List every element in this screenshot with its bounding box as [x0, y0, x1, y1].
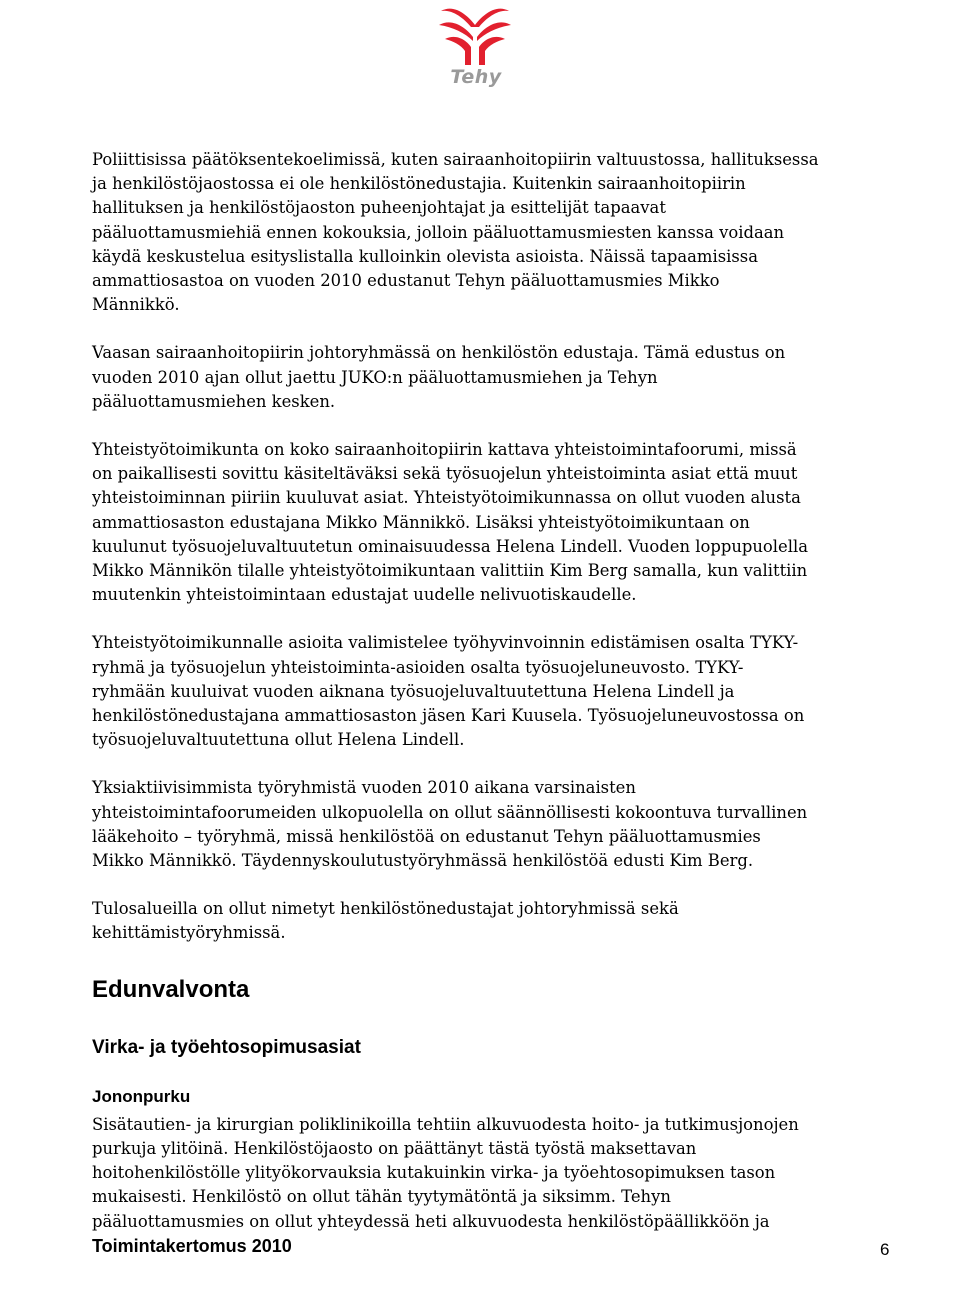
document-body [92, 148, 892, 1258]
subsection-heading: Virka- ja työehtosopimusasiat [92, 1036, 361, 1058]
tehy-logo-wordmark: Tehy [450, 66, 502, 88]
paragraph-5: Yksiaktiivisimmista työryhmistä vuoden 2010 aikana varsinaisten yhteistoimintafoorumeiden ulkopuolella on ollut säännöllisesti kokoontuva turvallinen lääkehoito – työryhmä, missä henkilöstöä on edustanut Tehyn pääluottamusmies Mikko Männikkö. Täydennyskoulutustyöryhmässä henkilöstöä edusti Kim Berg. [92, 778, 808, 871]
section-heading: Edunvalvonta [92, 975, 250, 1003]
paragraph-7: Sisätautien- ja kirurgian poliklinikoilla tehtiin alkuvuodesta hoito- ja tutkimusjonojen purkuja ylitöinä. Henkilöstöjaosto on päättänyt tästä työstä maksettavan hoitohenkilöstölle ylityökorvauksia kutakuinkin virka- ja työehtosopimuksen tason mukaisesti. Henkilöstö on ollut tähän tyytymätöntä ja siksimm. Tehyn pääluottamusmies on ollut yhteydessä heti alkuvuodesta henkilöstöpäällikköön ja [92, 1114, 799, 1231]
paragraph-4: Yhteistyötoimikunnalle asioita valimistelee työhyvinvoinnin edistämisen osalta TYKY- ryhmä ja työsuojelun yhteistoiminta-asioiden osalta työsuojeluneuvosto. TYKY- ryhmään kuuluivat vuoden aiknana työsuojeluvaltuutettuna Helena Lindell ja henkilöstönedustajana ammattiosaston jäsen Kari Kuusela. Työsuojeluneuvostossa on työsuojeluvaltuutettuna ollut Helena Lindell. [92, 633, 805, 750]
paragraph-3: Yhteistyötoimikunta on koko sairaanhoitopiirin kattava yhteistoimintafoorumi, missä on paikallisesti sovittu käsiteltäväksi sekä työsuojelun yhteistoiminta asiat että muut yhteistoiminnan piiriin kuuluvat asiat. Yhteistyötoimikunnassa on ollut vuoden alusta ammattiosaston edustajana Mikko Männikkö. Lisäksi yhteistyötoimikuntaan on kuulunut työsuojeluvaltuutetun ominaisuudessa Helena Lindell. Vuoden loppupuolella Mikko Männikön tilalle yhteistyötoimikuntaan valittiin Kim Berg samalla, kun valittiin muutenkin yhteistoimintaan edustajat uudelle nelivuotiskaudelle. [92, 440, 808, 605]
subsubsection-heading: Jononpurku [92, 1086, 191, 1106]
page-number: 6 [880, 1240, 890, 1259]
paragraph-2: Vaasan sairaanhoitopiirin johtoryhmässä on henkilöstön edustaja. Tämä edustus on vuoden 2010 ajan ollut jaettu JUKO:n pääluottamusmiehen ja Tehyn pääluottamusmiehen kesken. [92, 343, 786, 411]
paragraph-1: Poliittisissa päätöksentekoelimissä, kuten sairaanhoitopiirin valtuustossa, hallituksessa ja henkilöstöjaostossa ei ole henkilöstönedustajia. Kuitenkin sairaanhoitopiirin hallituksen ja henkilöstöjaoston puheenjohtajat ja esittelijät tapaavat pääluottamusmiehiä ennen kokouksia, jolloin pääluottamusmiesten kanssa voidaan käydä keskustelua esityslistalla kulloinkin olevista asioista. Näissä tapaamisissa ammattiosastoa on vuoden 2010 edustanut Tehyn pääluottamusmies Mikko Männikkö. [92, 150, 819, 315]
paragraph-6: Tulosalueilla on ollut nimetyt henkilöstönedustajat johtoryhmissä sekä kehittämistyöryhmissä. [92, 899, 679, 943]
footer-title: Toimintakertomus 2010 [92, 1236, 292, 1256]
